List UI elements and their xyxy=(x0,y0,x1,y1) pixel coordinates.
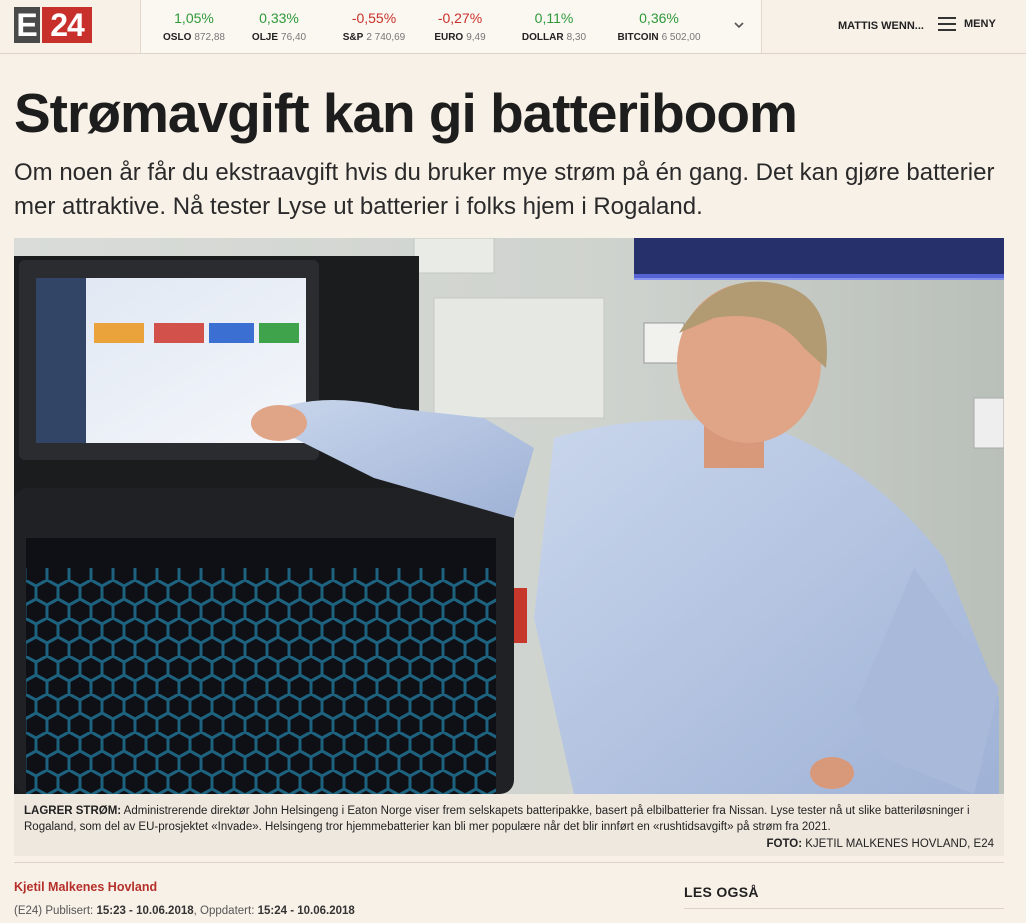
author-link[interactable]: Kjetil Malkenes Hovland xyxy=(14,880,158,894)
published-time: 15:23 - 10.06.2018 xyxy=(96,905,194,917)
credit-text: KJETIL MALKENES HOVLAND, E24 xyxy=(802,838,994,850)
meta-source: (E24) Publisert: xyxy=(14,905,97,917)
caption-text: Administrerende direktør John Helsingeng i Eaton Norge viser frem selskapets batteripakke, basert på elbilbatterier fra Nissan. Lyse tester nå ut slike batteriløsninger i Rogaland, som del av EU-prosjektet «Invade». Helsingeng tror hjemmebatterier kan bli mer populære når det blir innført en «rushtidsavgift» på strøm fra 2021. xyxy=(24,805,970,833)
credit-label: FOTO: xyxy=(766,838,803,850)
ticker-value: 2 740,69 xyxy=(366,32,406,43)
ticker-change: 1,05% xyxy=(174,10,214,26)
ticker-change: 0,36% xyxy=(639,10,679,26)
article-headline: Strømavgift kan gi batteriboom xyxy=(14,82,797,144)
divider xyxy=(14,862,1004,863)
ticker-value: 9,49 xyxy=(466,32,486,43)
e24-logo[interactable] xyxy=(14,7,92,43)
ticker-value: 8,30 xyxy=(566,32,587,43)
user-account-link[interactable]: MATTIS WENN... xyxy=(838,20,924,32)
ticker-item-oslo[interactable] xyxy=(149,9,239,45)
meta-updated-label: , Oppdatert: xyxy=(193,905,258,917)
publish-meta xyxy=(14,905,355,917)
ticker-name: OSLO xyxy=(163,32,192,43)
menu-button[interactable] xyxy=(938,17,996,31)
menu-label: MENY xyxy=(964,18,996,30)
ticker-item-olje[interactable] xyxy=(234,9,324,45)
photo-credit xyxy=(766,836,994,852)
article-photo[interactable] xyxy=(14,238,1004,794)
related-section-title: LES OGSÅ xyxy=(684,884,759,900)
ticker-item-euro[interactable] xyxy=(415,9,505,45)
photo-caption xyxy=(14,794,1004,856)
market-ticker xyxy=(140,0,762,53)
ticker-value: 6 502,00 xyxy=(661,32,701,43)
ticker-change: 0,33% xyxy=(259,10,299,26)
chevron-down-icon[interactable] xyxy=(732,18,746,32)
ticker-value: 76,40 xyxy=(281,32,307,43)
hamburger-icon xyxy=(938,17,956,31)
logo-letter: E xyxy=(14,7,40,43)
ticker-item-dollar[interactable] xyxy=(509,9,599,45)
ticker-name: OLJE xyxy=(251,32,279,43)
article-lead: Om noen år får du ekstraavgift hvis du bruker mye strøm på én gang. Det kan gjøre batterier mer attraktive. Nå tester Lyse ut batterier i folks hjem i Rogaland. xyxy=(14,159,995,220)
ticker-change: -0,55% xyxy=(351,10,397,26)
ticker-name: BITCOIN xyxy=(617,32,659,43)
logo-number: 24 xyxy=(42,7,92,43)
top-bar xyxy=(0,0,1026,54)
ticker-name: EURO xyxy=(434,32,464,43)
caption-label: LAGRER STRØM: xyxy=(24,805,122,817)
ticker-name: DOLLAR xyxy=(521,32,564,43)
ticker-value: 872,88 xyxy=(194,32,225,43)
ticker-name: S&P xyxy=(342,32,364,43)
ticker-item-sp[interactable] xyxy=(329,9,419,45)
ticker-item-bitcoin[interactable] xyxy=(609,9,709,45)
related-divider xyxy=(684,908,1004,909)
updated-time: 15:24 - 10.06.2018 xyxy=(257,905,355,917)
ticker-change: 0,11% xyxy=(534,10,574,26)
ticker-change: -0,27% xyxy=(437,10,483,26)
